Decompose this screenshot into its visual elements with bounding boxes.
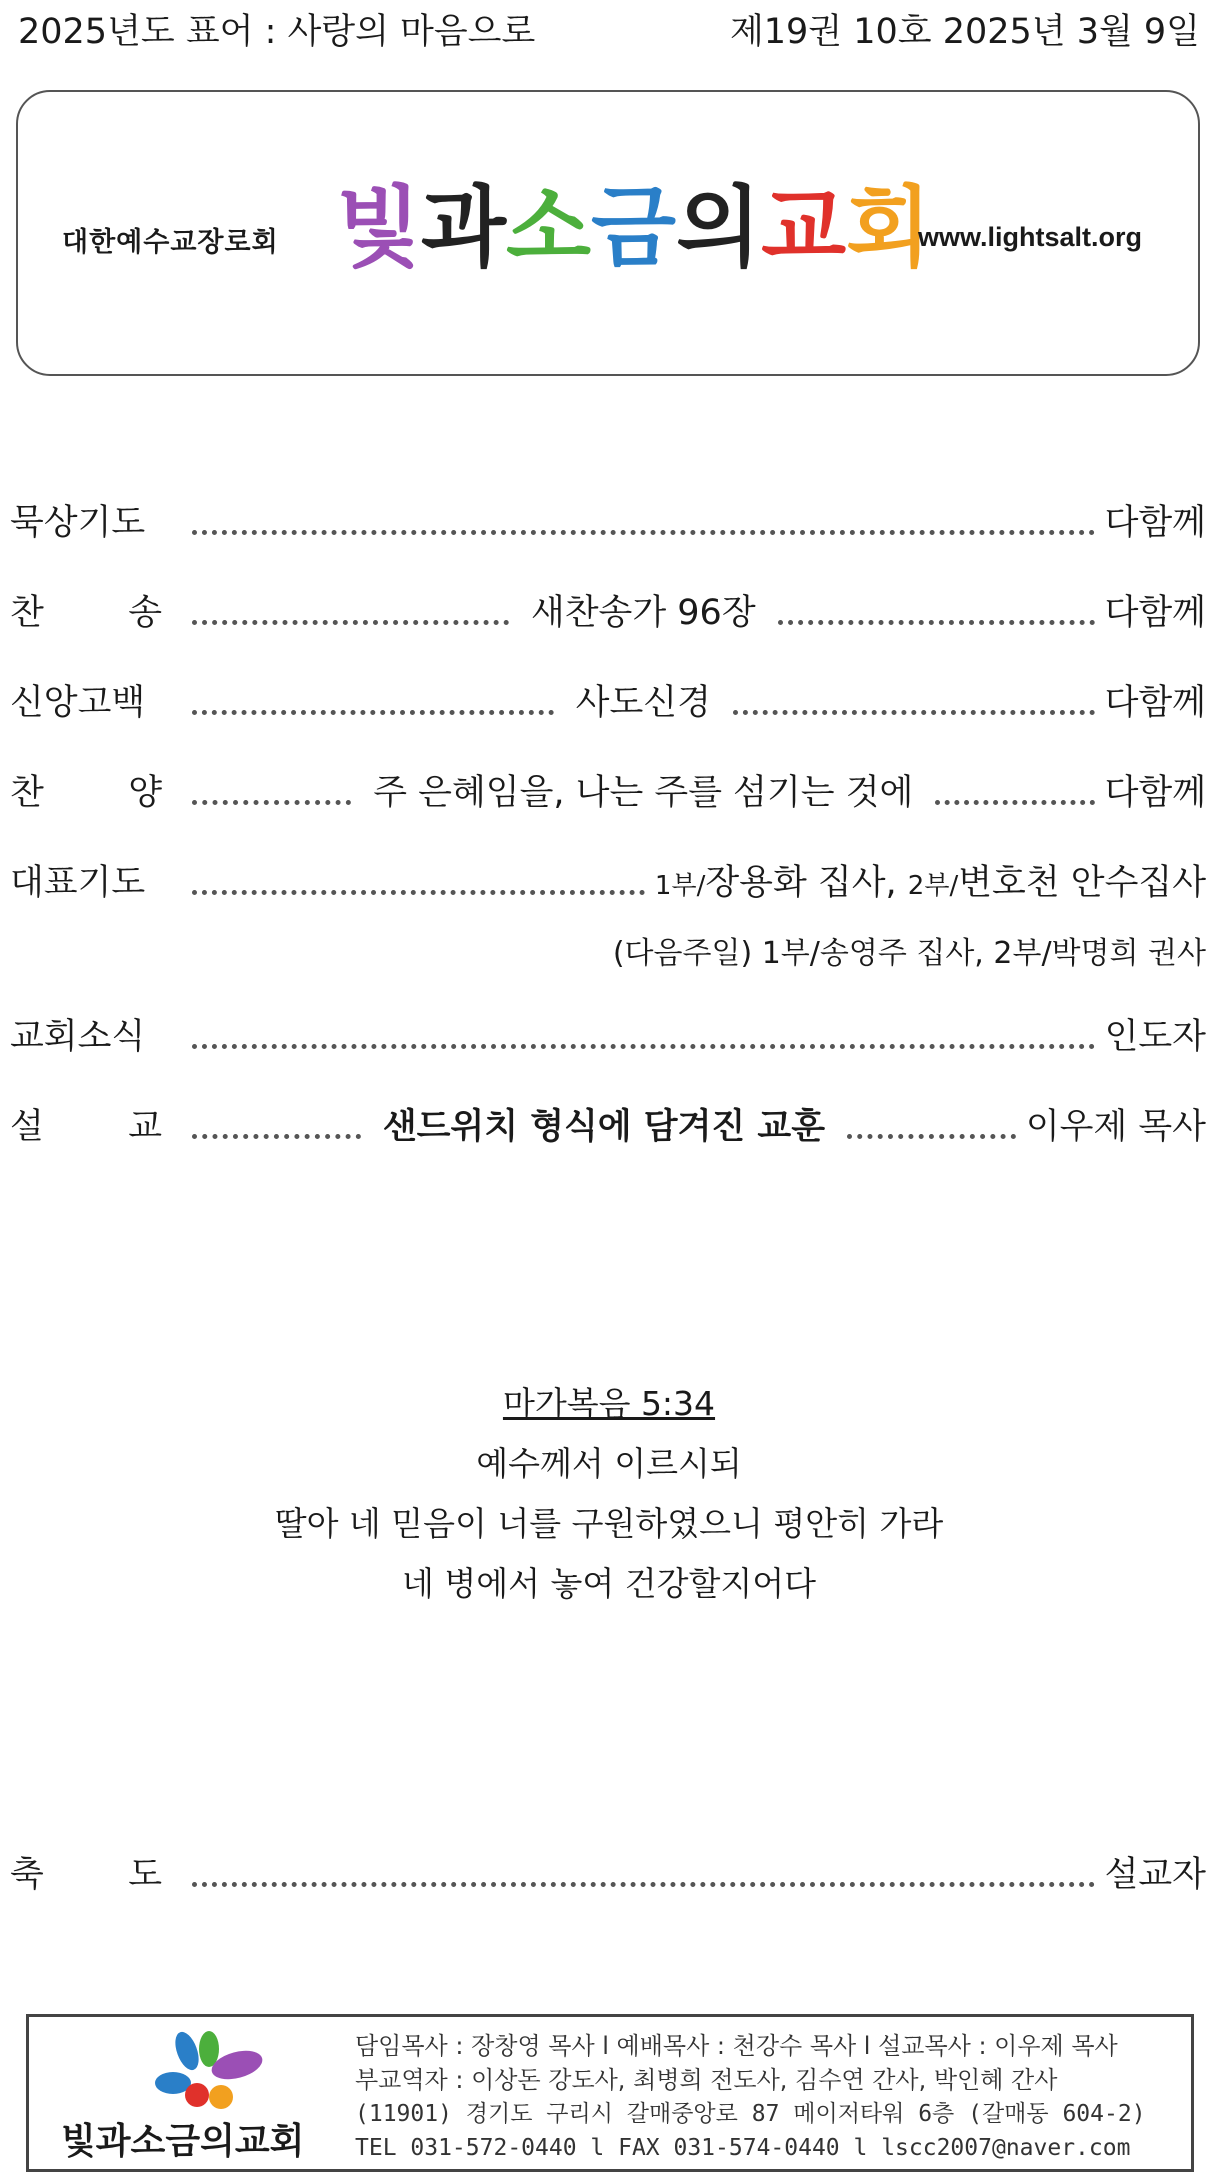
item-label: 축 도	[10, 1855, 162, 1895]
leader-dots	[192, 1014, 1095, 1049]
order-representative-prayer	[10, 852, 1206, 908]
scripture-line: 예수께서 이르시되	[476, 1444, 742, 1483]
item-leader: 1부/장용화 집사, 2부/변호천 안수집사	[654, 863, 1206, 903]
item-label: 설 교	[10, 1107, 162, 1147]
leader-dots	[733, 680, 1095, 715]
logo-char: 빛	[336, 176, 422, 279]
order-church-news	[10, 1006, 1206, 1062]
item-detail: 사도신경	[575, 683, 711, 723]
leader-dots	[192, 1104, 361, 1139]
leader-dots	[935, 770, 1094, 805]
item-label: 신앙고백	[10, 683, 146, 723]
leader-dots	[192, 500, 1095, 535]
scripture-reference: 마가복음 5:34	[502, 1384, 716, 1423]
logo-char: 교	[761, 176, 847, 279]
logo-char: 금	[591, 176, 677, 279]
denomination-label: 대한예수교장로회	[62, 227, 279, 258]
item-label: 교회소식	[10, 1017, 146, 1057]
church-info-footer	[26, 2014, 1194, 2172]
item-leader: 다함께	[1104, 503, 1206, 543]
leader-dots	[778, 590, 1095, 625]
leader-dots	[192, 590, 509, 625]
item-leader: 설교자	[1104, 1855, 1206, 1895]
staff-line: 담임목사 : 장창영 목사 l 예배목사 : 천강수 목사 l 설교목사 : 이우제 목사	[355, 2032, 1118, 2060]
church-flower-icon	[139, 2029, 279, 2119]
item-leader: 이우제 목사	[1025, 1107, 1206, 1147]
footer-info	[355, 2029, 1146, 2165]
scripture-passage	[0, 1374, 1218, 1614]
contact-line: TEL 031-572-0440 l FAX 031-574-0440 l lscc2007@naver.com	[355, 2135, 1131, 2161]
item-detail: 주 은혜임을, 나는 주를 섬기는 것에	[373, 773, 914, 813]
issue-date: 제19권 10호 2025년 3월 9일	[729, 12, 1200, 52]
address-line: (11901) 경기도 구리시 갈매중앙로 87 메이저타워 6층 (갈매동 604-2)	[355, 2101, 1146, 2127]
item-detail: 새찬송가 96장	[530, 593, 756, 633]
order-silent-prayer	[10, 492, 1206, 548]
assistant-staff-line: 부교역자 : 이상돈 강도사, 최병희 전도사, 김수연 간사, 박인혜 간사	[355, 2066, 1058, 2094]
scripture-line: 네 병에서 놓여 건강할지어다	[401, 1564, 816, 1603]
item-label: 찬 양	[10, 773, 162, 813]
leader-dots	[847, 1104, 1016, 1139]
church-banner	[16, 90, 1200, 376]
scripture-line: 딸아 네 믿음이 너를 구원하였으니 평안히 가라	[274, 1504, 944, 1543]
item-label: 대표기도	[10, 863, 146, 903]
bulletin-header	[18, 4, 1200, 52]
leader-dots	[192, 1852, 1095, 1887]
order-benediction	[10, 1844, 1206, 1900]
leader-dots	[192, 860, 645, 895]
order-hymn	[10, 582, 1206, 638]
item-label: 찬 송	[10, 593, 162, 633]
church-logo	[336, 176, 932, 279]
order-sermon	[10, 1096, 1206, 1152]
sermon-title: 샌드위치 형식에 담겨진 교훈	[382, 1107, 826, 1147]
logo-char: 회	[846, 176, 932, 279]
leader-dots	[192, 680, 554, 715]
item-label: 묵상기도	[10, 503, 146, 543]
order-creed	[10, 672, 1206, 728]
footer-logo: 빛과소금의교회	[61, 2120, 305, 2162]
item-leader: 다함께	[1104, 593, 1206, 633]
item-leader: 인도자	[1104, 1017, 1206, 1057]
order-praise	[10, 762, 1206, 818]
leader-dots	[192, 770, 351, 805]
next-week-prayer-note: (다음주일) 1부/송영주 집사, 2부/박명희 권사	[612, 936, 1206, 971]
item-leader: 다함께	[1104, 773, 1207, 813]
logo-char: 과	[421, 176, 507, 279]
logo-char: 의	[676, 176, 762, 279]
annual-motto: 2025년도 표어 : 사랑의 마음으로	[18, 12, 536, 52]
item-leader: 다함께	[1104, 683, 1206, 723]
website-url[interactable]: www.lightsalt.org	[917, 222, 1142, 252]
logo-char: 소	[506, 176, 592, 279]
